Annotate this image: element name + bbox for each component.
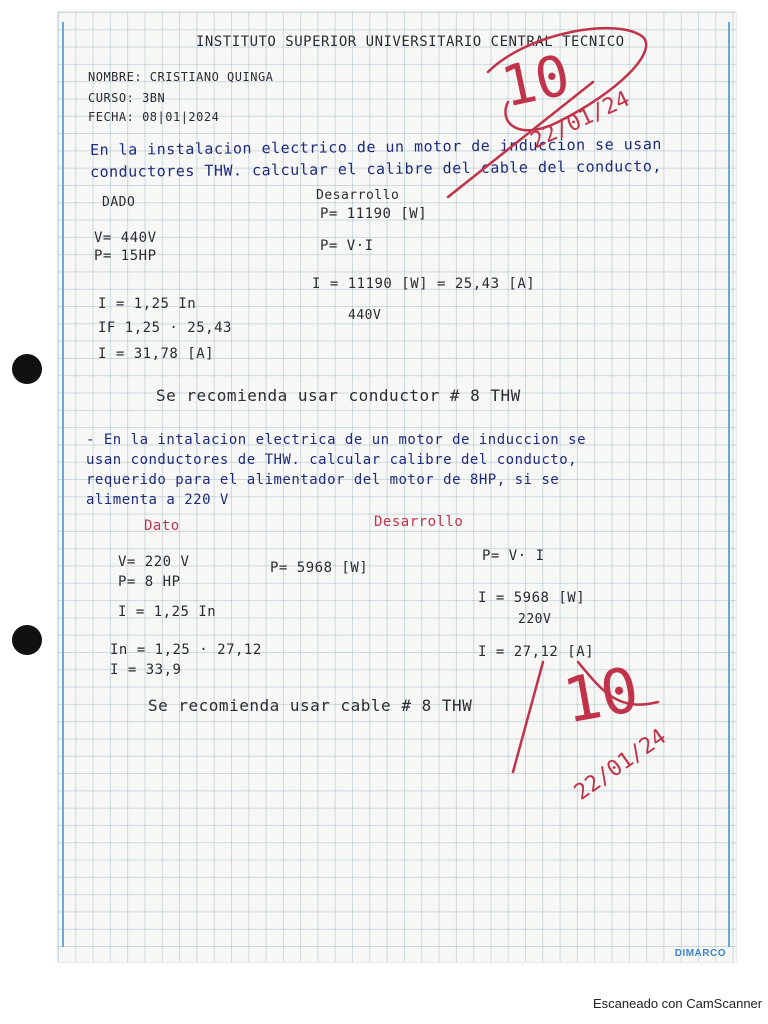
- problem2-statement-line1: - En la intalacion electrica de un motor de induccion se: [86, 432, 587, 448]
- problem2-current-formula: I = 1,25 In: [118, 604, 217, 620]
- problem1-statement-line2: conductores THW. calcular el calibre del cable del conducto,: [89, 157, 662, 181]
- problem1-current-result: I = 31,78 [A]: [98, 346, 215, 362]
- course: CURSO: 3BN: [88, 91, 166, 105]
- binder-hole-bottom: [12, 625, 42, 655]
- problem2-power-formula: P= V· I: [482, 548, 545, 564]
- problem2-statement-line4: alimenta a 220 V: [86, 492, 229, 508]
- grade1-value: 10: [496, 42, 576, 121]
- problem1-current-numerator: I = 11190 [W] = 25,43 [A]: [312, 276, 536, 292]
- problem2-in-calc: In = 1,25 · 27,12: [110, 642, 262, 658]
- scanner-footer: Escaneado con CamScanner: [593, 996, 763, 1011]
- problem1-voltage: V= 440V: [94, 230, 157, 246]
- document-title: INSTITUTO SUPERIOR UNIVERSITARIO CENTRAL TECNICO: [196, 34, 625, 50]
- problem1-power-watts: P= 11190 [W]: [320, 206, 428, 222]
- problem2-statement-line2: usan conductores de THW. calcular calibre del conducto,: [86, 452, 578, 468]
- problem1-dados-label: DADO: [102, 195, 136, 210]
- problem2-dato-label: Dato: [144, 518, 180, 534]
- problem1-current-denominator: 440V: [348, 308, 382, 323]
- grade2-slash: [513, 662, 543, 772]
- problem2-current-result: I = 33,9: [110, 662, 182, 678]
- problem1-recommendation: Se recomienda usar conductor # 8 THW: [156, 386, 521, 405]
- problem2-current-denominator: 220V: [518, 612, 552, 627]
- binder-hole-top: [12, 354, 42, 384]
- grade2-value: 10: [557, 652, 644, 738]
- problem2-statement-line3: requerido para el alimentador del motor de 8HP, si se: [86, 472, 560, 488]
- problem1-current-calc: IF 1,25 · 25,43: [98, 320, 232, 336]
- problem2-voltage: V= 220 V: [118, 554, 190, 570]
- grade2-date: 22/01/24: [569, 724, 672, 806]
- student-name: NOMBRE: CRISTIANO QUINGA: [88, 70, 274, 84]
- problem1-power-formula: P= V·I: [320, 238, 374, 254]
- grade1-date: 22/01/24: [527, 86, 634, 155]
- date: FECHA: 08|01|2024: [88, 110, 220, 124]
- problem2-power-watts: P= 5968 [W]: [270, 560, 369, 576]
- paper-brand-logo: DIMARCO: [674, 948, 726, 959]
- problem2-current-numerator: I = 5968 [W]: [478, 590, 586, 606]
- problem2-recommendation: Se recomienda usar cable # 8 THW: [148, 696, 473, 715]
- problem2-desarrollo-label: Desarrollo: [374, 514, 464, 530]
- notebook-page: [58, 12, 736, 962]
- problem1-desarrollo-label: Desarrollo: [316, 188, 400, 203]
- problem1-statement-line1: En la instalacion electrico de un motor de induccion se usan: [89, 135, 662, 159]
- problem1-current-formula: I = 1,25 In: [98, 296, 197, 312]
- problem1-power: P= 15HP: [94, 248, 157, 264]
- problem2-power: P= 8 HP: [118, 574, 181, 590]
- problem2-current-value: I = 27,12 [A]: [478, 644, 595, 660]
- red-grade-marks: [58, 12, 736, 962]
